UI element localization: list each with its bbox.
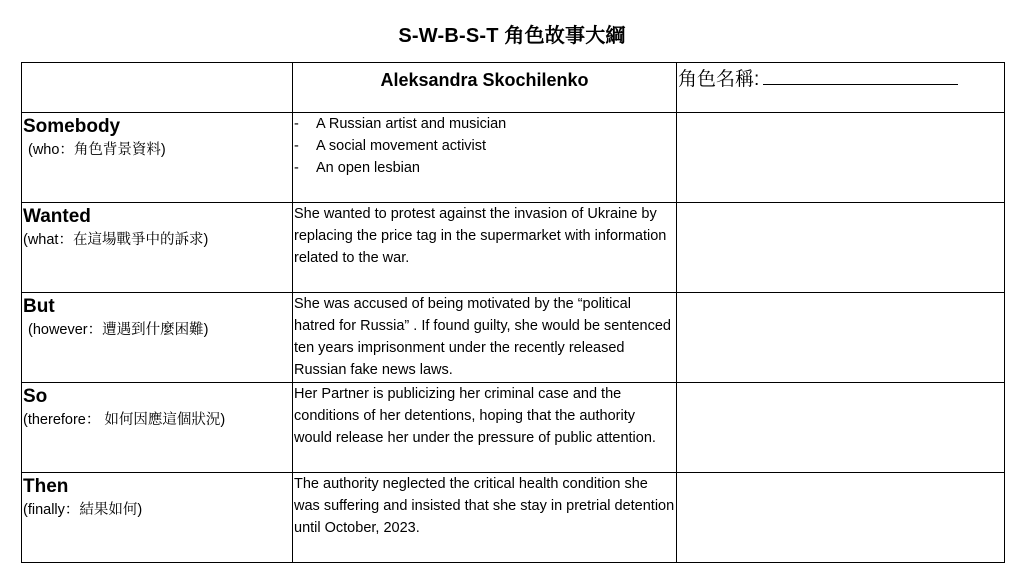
list-item-text: An open lesbian	[316, 160, 420, 176]
list-item: - An open lesbian	[294, 157, 675, 179]
row-label: Wanted	[23, 206, 91, 227]
row-sublabel: (who：角色背景資料)	[28, 142, 166, 158]
list-item: - A social movement activist	[294, 135, 675, 157]
row-content-cell	[293, 113, 677, 203]
swbst-table	[21, 62, 1005, 563]
row-content-cell: She was accused of being motivated by the “political hatred for Russia” . If found guilty, she would be sentenced ten years imprisonment under the recently released Russian fake news laws.	[293, 293, 677, 383]
table-row-wanted	[22, 203, 1005, 293]
row-sublabel: (however：遭遇到什麼困難)	[28, 322, 209, 338]
role-name-label: 角色名稱:	[678, 69, 760, 90]
role-answer-cell[interactable]	[677, 113, 1005, 203]
row-content-cell: She wanted to protest against the invasion of Ukraine by replacing the price tag in the supermarket with information related to the war.	[293, 203, 677, 293]
row-label-cell	[22, 383, 293, 473]
row-label: Then	[23, 476, 69, 497]
row-label-cell	[22, 473, 293, 563]
role-name-cell	[677, 63, 1005, 113]
row-sublabel: (what：在這場戰爭中的訴求)	[23, 232, 209, 248]
row-label-cell	[22, 203, 293, 293]
row-label: Somebody	[23, 116, 121, 137]
row-label: So	[23, 386, 48, 407]
list-item-text: A social movement activist	[316, 138, 487, 154]
table-row-somebody	[22, 113, 1005, 203]
role-name-blank-line[interactable]	[763, 70, 958, 85]
table-row-so	[22, 383, 1005, 473]
role-answer-cell[interactable]	[677, 383, 1005, 473]
header-empty-cell	[22, 63, 293, 113]
role-answer-cell[interactable]	[677, 203, 1005, 293]
row-label-cell	[22, 113, 293, 203]
table-row-but	[22, 293, 1005, 383]
row-content-cell: Her Partner is publicizing her criminal case and the conditions of her detentions, hoping that the authority would release her under the pressure of public attention.	[293, 383, 677, 473]
row-label-cell	[22, 293, 293, 383]
row-content-cell: The authority neglected the critical health condition she was suffering and insisted that she stay in pretrial detention until October, 2023.	[293, 473, 677, 563]
list-item-text: A Russian artist and musician	[316, 116, 507, 132]
role-answer-cell[interactable]	[677, 473, 1005, 563]
row-sublabel: (therefore： 如何因應這個狀況)	[23, 412, 226, 428]
row-label: But	[23, 296, 55, 317]
character-name-header: Aleksandra Skochilenko	[293, 63, 677, 113]
table-header-row	[22, 63, 1005, 113]
list-item: - A Russian artist and musician	[294, 113, 675, 135]
table-row-then	[22, 473, 1005, 563]
document-title: S-W-B-S-T 角色故事大綱	[398, 25, 626, 47]
row-sublabel: (finally：結果如何)	[23, 502, 143, 518]
role-answer-cell[interactable]	[677, 293, 1005, 383]
